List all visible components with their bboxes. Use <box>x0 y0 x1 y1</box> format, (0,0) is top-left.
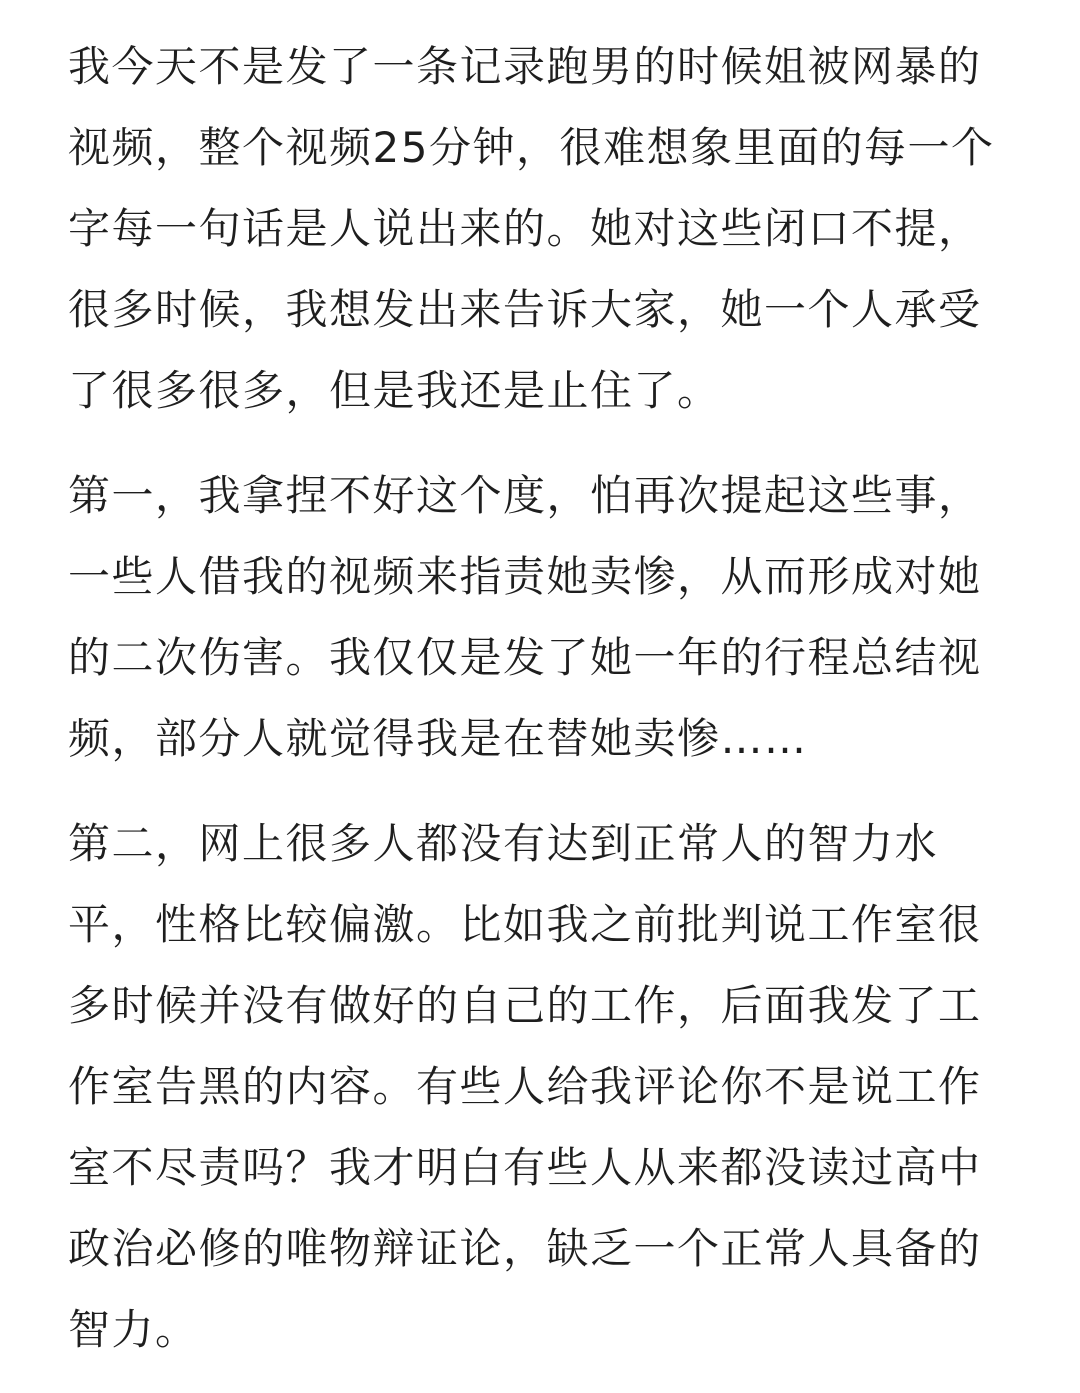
text-line: 平，性格比较偏激。比如我之前批判说工作室很 <box>68 900 982 949</box>
paragraph-1 <box>68 26 1018 431</box>
text-line: 第二，网上很多人都没有达到正常人的智力水 <box>68 819 939 868</box>
text-line: 作室告黑的内容。有些人给我评论你不是说工作 <box>68 1062 982 1111</box>
text-line: 我今天不是发了一条记录跑男的时候姐被网暴的 <box>68 42 982 91</box>
text-line: 智力。 <box>68 1305 199 1354</box>
text-line: 的二次伤害。我仅仅是发了她一年的行程总结视 <box>68 633 982 682</box>
text-line: 了很多很多，但是我还是止住了。 <box>68 366 721 415</box>
text-line: 频，部分人就觉得我是在替她卖惨…… <box>68 714 808 763</box>
paragraph-2 <box>68 455 1018 779</box>
text-line: 很多时候，我想发出来告诉大家，她一个人承受 <box>68 285 982 334</box>
text-line: 视频，整个视频25分钟，很难想象里面的每一个 <box>68 123 995 172</box>
paragraph-3 <box>68 803 1018 1370</box>
text-line: 政治必修的唯物辩证论，缺乏一个正常人具备的 <box>68 1224 982 1273</box>
text-line: 字每一句话是人说出来的。她对这些闭口不提， <box>68 204 982 253</box>
text-line: 一些人借我的视频来指责她卖惨，从而形成对她 <box>68 552 982 601</box>
text-line: 室不尽责吗？我才明白有些人从来都没读过高中 <box>68 1143 982 1192</box>
text-line: 多时候并没有做好的自己的工作，后面我发了工 <box>68 981 982 1030</box>
text-line: 第一，我拿捏不好这个度，怕再次提起这些事， <box>68 471 982 520</box>
